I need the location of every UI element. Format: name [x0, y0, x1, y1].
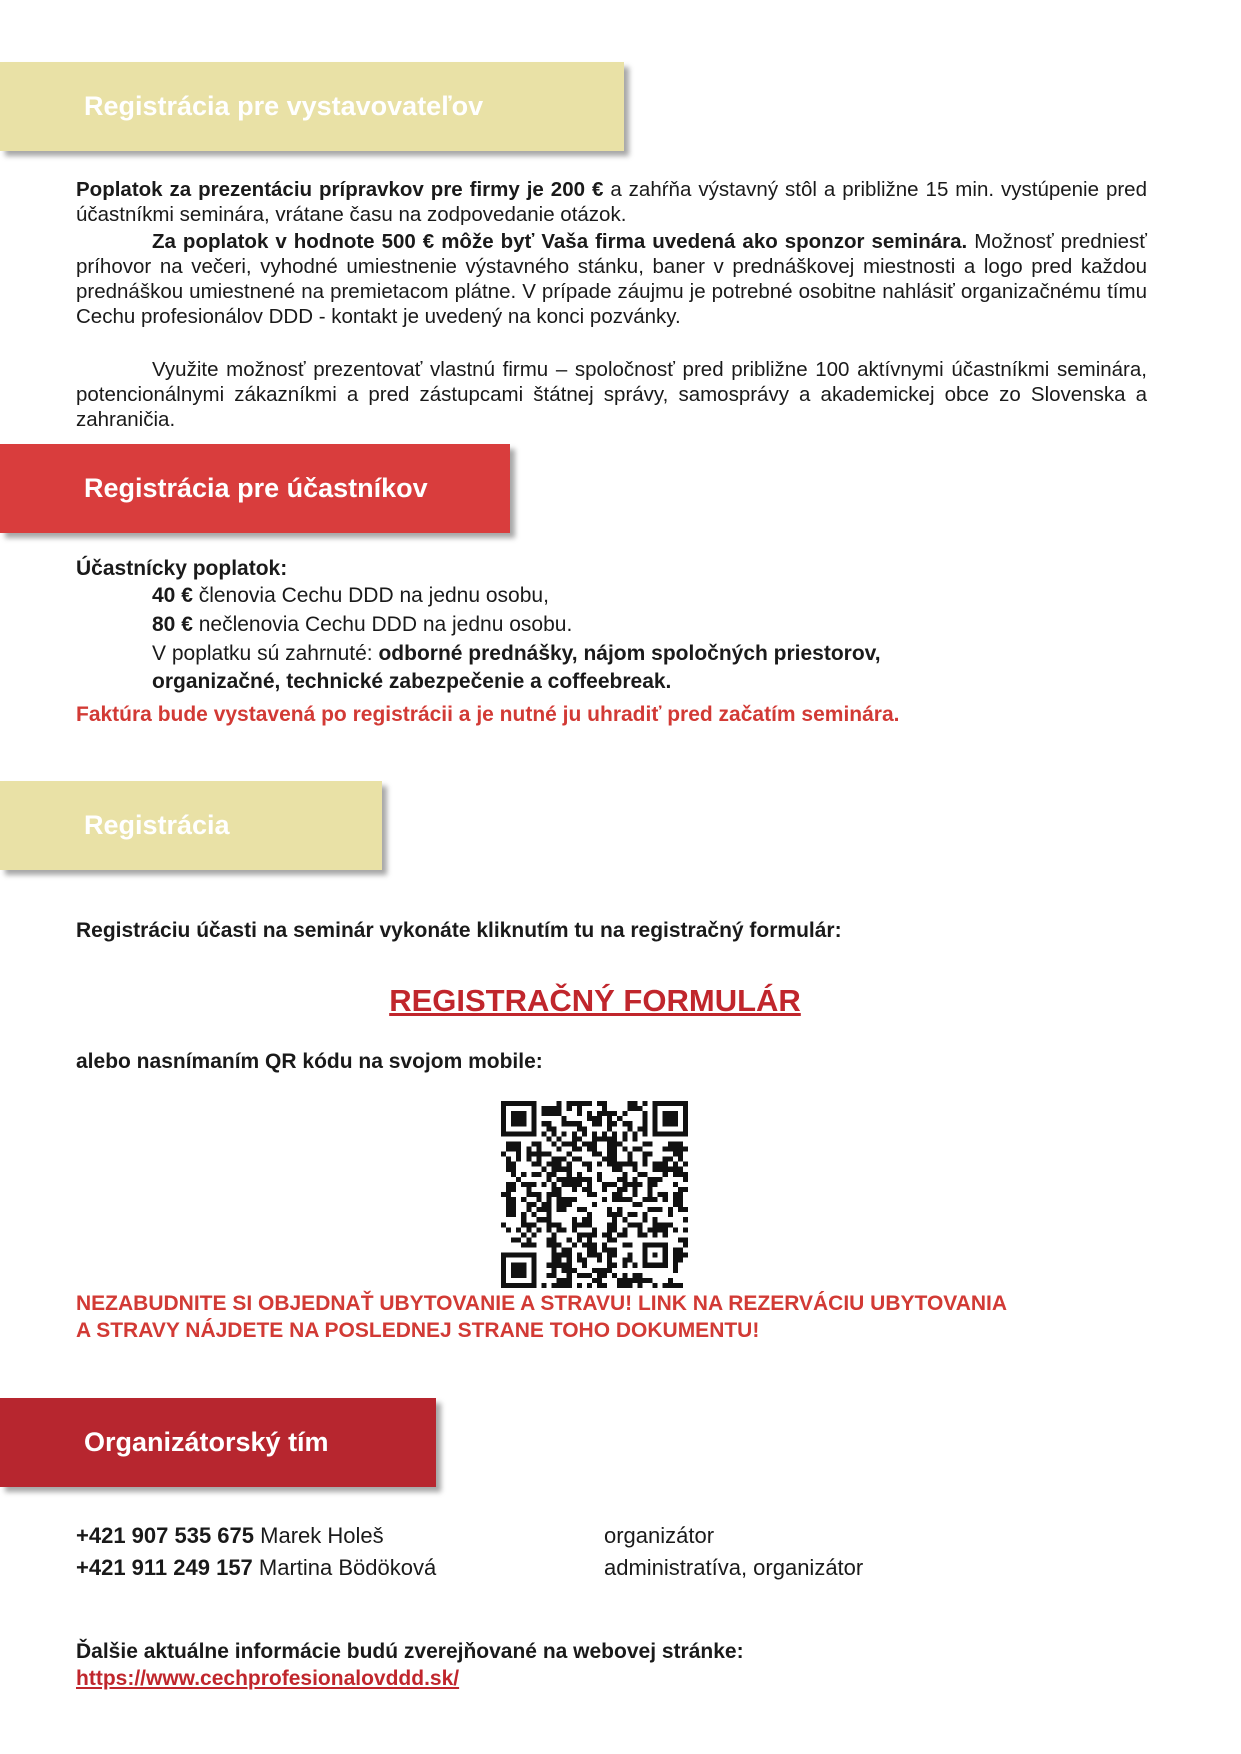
contact-role: administratíva, organizátor: [604, 1555, 864, 1580]
registration-banner: [0, 781, 382, 870]
exhibitors-title: Registrácia pre vystavovateľov: [84, 91, 484, 121]
accommodation-reminder-1: NEZABUDNITE SI OBJEDNAŤ UBYTOVANIE A STRAVU! LINK NA REZERVÁCIU UBYTOVANIA: [76, 1292, 1008, 1315]
website-link[interactable]: https://www.cechprofesionalovddd.sk/: [76, 1667, 460, 1690]
more-info-text: Ďalšie aktuálne informácie budú zverejňované na webovej stránke:: [76, 1640, 744, 1663]
organizers-title: Organizátorský tím: [84, 1427, 329, 1457]
exhibitors-paragraph-3: Využite možnosť prezentovať vlastnú firmu – spoločnosť pred približne 100 aktívnymi účastníkmi seminára, potencionálnymi zákazníkmi a pred zástupcami štátnej správy, samosprávy a akademickej obce zo Slovenska a zahraničia.: [76, 358, 1147, 431]
fee-included-1: V poplatku sú zahrnuté: odborné prednášky, nájom spoločných priestorov,: [152, 642, 881, 665]
contact-row: +421 907 535 675 Marek Holeš: [76, 1523, 384, 1548]
exhibitors-paragraph-2: Za poplatok v hodnote 500 € môže byť Vaša firma uvedená ako sponzor seminára. Možnosť predniesť príhovor na večeri, vyhodné umiestnenie výstavného stánku, baner v prednáškovej miestnosti a logo pred každou prednáškou umiestnené na premietacom plátne. V prípade záujmu je potrebné osobitne nahlásiť organizačnému tímu Cechu profesionálov DDD - kontakt je uvedený na konci pozvánky.: [76, 230, 1147, 328]
registration-title: Registrácia: [84, 810, 230, 840]
participants-title: Registrácia pre účastníkov: [84, 473, 428, 503]
registration-intro: Registráciu účasti na seminár vykonáte kliknutím tu na registračný formulár:: [76, 919, 842, 942]
accommodation-reminder-2: A STRAVY NÁJDETE NA POSLEDNEJ STRANE TOHO DOKUMENTU!: [76, 1319, 760, 1342]
organizers-banner: [0, 1398, 436, 1487]
fee-included-2: organizačné, technické zabezpečenie a coffeebreak.: [152, 670, 672, 693]
contact-row: +421 911 249 157 Martina Bödöková: [76, 1555, 437, 1580]
qr-instruction: alebo nasnímaním QR kódu na svojom mobile:: [76, 1050, 543, 1073]
fee-nonmember: 80 € nečlenovia Cechu DDD na jednu osobu.: [152, 613, 573, 636]
website-line: [76, 1665, 459, 1693]
exhibitors-paragraph-1: Poplatok za prezentáciu prípravkov pre firmy je 200 € a zahŕňa výstavný stôl a približne 15 min. vystúpenie pred účastníkmi seminára, vrátane času na zodpovedanie otázok.: [76, 178, 1147, 226]
fee-member: 40 € členovia Cechu DDD na jednu osobu,: [152, 584, 549, 607]
participants-banner: [0, 444, 510, 533]
registration-form-link[interactable]: REGISTRAČNÝ FORMULÁR: [389, 983, 801, 1018]
invoice-note: Faktúra bude vystavená po registrácii a je nutné ju uhradiť pred začatím seminára.: [76, 703, 900, 726]
contact-role: organizátor: [604, 1523, 715, 1548]
fee-label: Účastnícky poplatok:: [76, 557, 288, 580]
exhibitors-banner: [0, 62, 624, 151]
qr-code-icon[interactable]: [501, 1101, 688, 1288]
